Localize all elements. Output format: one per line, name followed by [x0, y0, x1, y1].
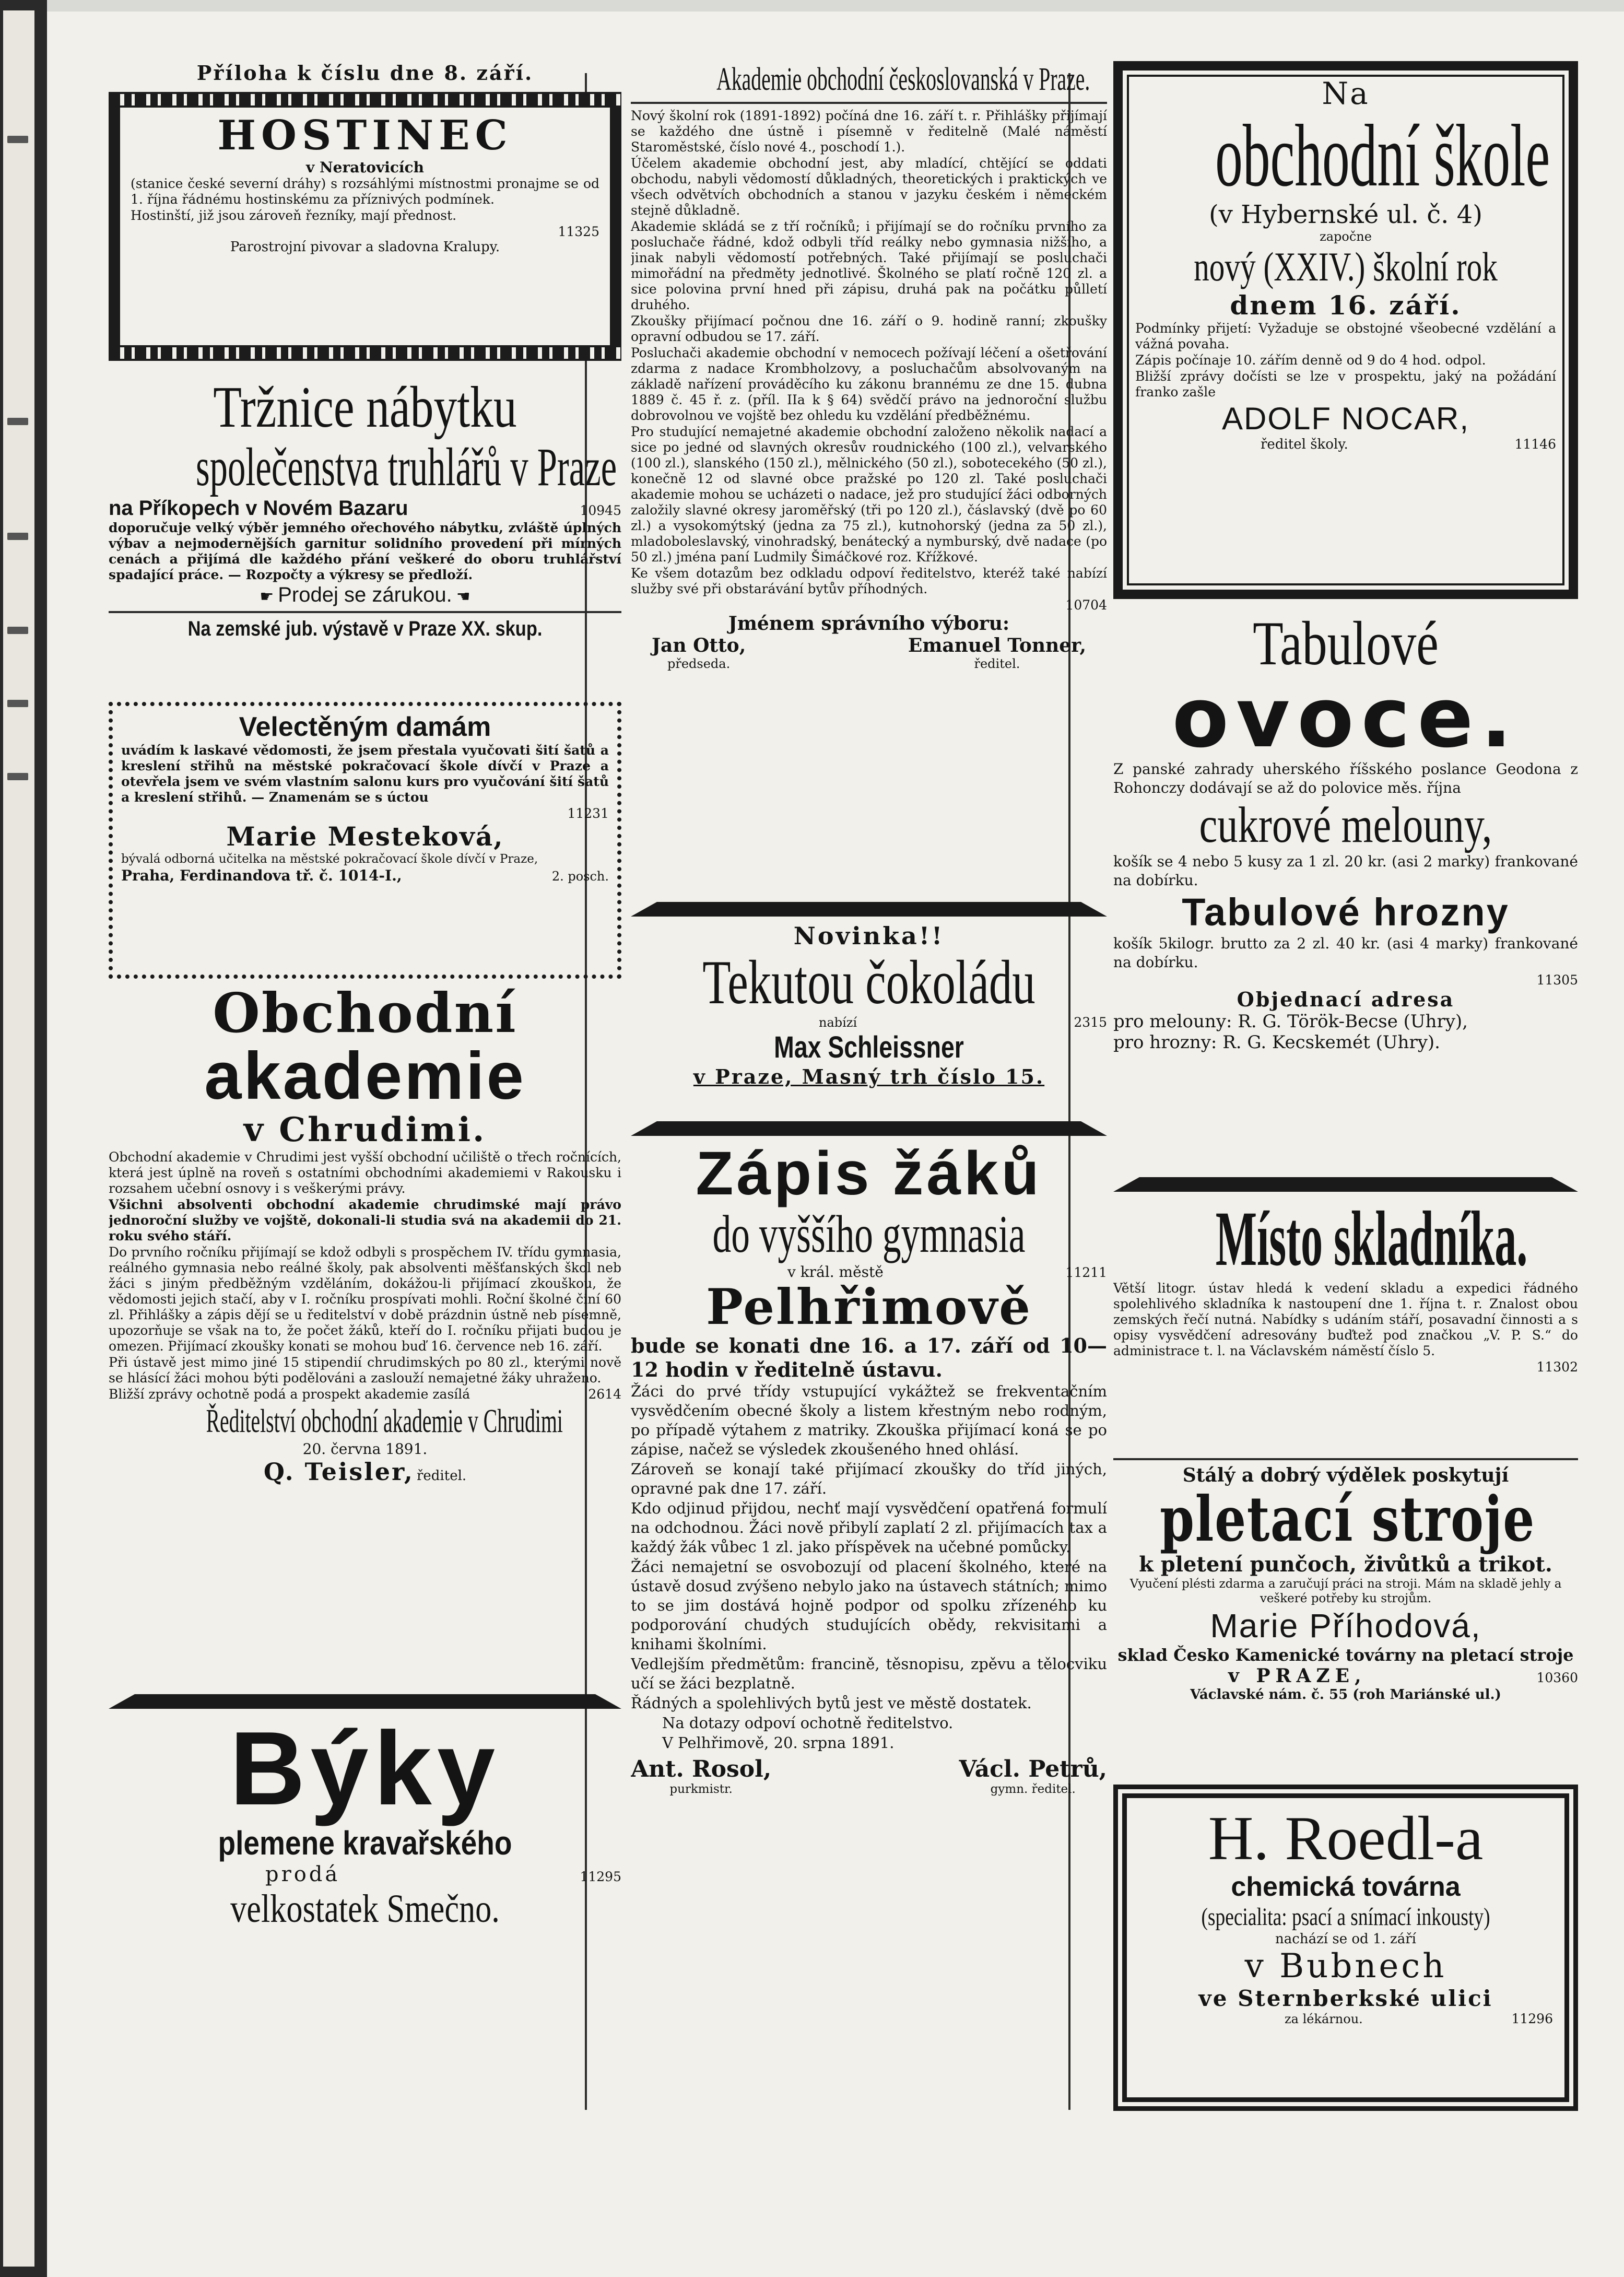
- zapis-subtitle: do vyššího gymnasia: [712, 1205, 1026, 1264]
- zapis-signer2: Václ. Petrů,: [959, 1756, 1107, 1782]
- stroje-number: 10360: [1536, 1670, 1578, 1685]
- akademie-signature: Ředitelství obchodní akademie v Chrudimi: [206, 1402, 563, 1439]
- divider-bar: [631, 902, 1107, 917]
- akad-cs-p6: Pro studující nemajetné akademie obchodní založeno několik nadací a sice po jedné od slavných okresův roudnického (100 zl.), velvarského (100 zl.), slanského (150 zl.), mělnického (50 zl.), sobotecekého (50 zl.), konečně 12 od slavné obce pražské po 120 zl. Také posluchači akademie mohou se ucházeti o nadace, jež pro studující žáci odborných založily slavné okresy jaroměřský (tři po 120 zl.), čáslavský (dvě po 60 zl.) a vysokomýtský (jedna za 75 zl.), kutnohorský (jedna za 50 zl.), mladoboleslavský, vinohradský, benátecký a nymburský, dvě nadace (po 50 zl.) jména paní Ludmily Šimáčkové roz. Křížkové.: [631, 424, 1107, 565]
- akademie-title-3: v Chrudimi.: [243, 1110, 487, 1149]
- misto-text: Větší litogr. ústav hledá k vedení skladu a expedici řádného spolehlivého skladníka k nastoupení dne 1. října t. r. Znalost obou zemských řečí nutná. Nabídky s udáním stáří, posavadní činnosti a s opisy vysvědčení adresovány buďtež pod značkou „V. P. S.“ do administrace t. l. na Václavském náměstí číslo 5.: [1113, 1281, 1578, 1358]
- damam-info: bývalá odborná učitelka na městské pokračovací škole dívčí v Praze,: [121, 852, 538, 866]
- akad-cs-p3: Akademie skládá se z tří ročníků; i přijímají se do ročníku prvního za posluchače řádné, kdož odbyli tříd reálky nebo gymnasia nižšího, a jinak nabyli vědomostí potřebných. Také přijímají se posluchači mimořádní na předměty jednotlivé. Školného se platí ročně 120 zl. a sice polovina první hned při zápisu, druhá pak na počátku půlletí druhého.: [631, 219, 1107, 312]
- zapis-city-prefix: v král. městě: [787, 1263, 884, 1281]
- cokolada-title: Tekutou čokoládu: [702, 947, 1035, 1017]
- ovoce-text: Z panské zahrady uherského říšského poslance Geodona z Rohonczy dodávají se až do polovice měs. října: [1113, 760, 1578, 796]
- stroje-note: Vyučení plésti zdarma a zaručují práci na stroji. Mám na skladě jehly a veškeré potřeby ku strojům.: [1129, 1577, 1562, 1605]
- stroje-praha: v PRAZE,: [1228, 1665, 1367, 1687]
- akad-cs-title: Akademie obchodní českoslovanská v Praze.: [716, 62, 1090, 97]
- akad-cs-p1: Nový školní rok (1891-1892) počíná dne 16. září t. r. Přihlášky přijímají se každého dne ústně i písemně v ředitelně (Malé náměstí Staroměstské, číslo nové 4., poschodí 1.).: [631, 108, 1107, 155]
- byky-number: 11295: [580, 1869, 621, 1884]
- stroje-address: Václavské nám. č. 55 (roh Mariánské ul.): [1190, 1687, 1501, 1703]
- trznice-location: na Příkopech v Novém Bazaru: [109, 497, 408, 520]
- akademie-p4: Při ústavě jest mimo jiné 15 stipendií chrudimských po 80 zl., kterými nově se hlásící žáci mohou býti podělováni a zaslouží nemajetné žáky uhraženo.: [109, 1355, 621, 1386]
- skola-p2: Zápis počínaje 10. zářím denně od 9 do 4 hod. odpol.: [1135, 353, 1486, 368]
- trznice-text: doporučuje velký výběr jemného ořechového nábytku, zvláště úplných výbav a nejmodernějších garnitur solidního provedení při mírných cenách a přijímá dle každého přání veškeré do oboru truhlářství spadající práce. — Rozpočty a výkresy se předloží.: [109, 520, 621, 582]
- roedl-street: ve Sternberkské ulici: [1198, 1986, 1493, 2011]
- damam-number: 11231: [567, 806, 609, 821]
- ovoce-melouny-text: košík se 4 nebo 5 kusy za 1 zl. 20 kr. (asi 2 marky) frankované na dobírku.: [1113, 853, 1578, 889]
- skola-address: (v Hybernské ul. č. 4): [1209, 200, 1482, 229]
- damam-text: uvádím k laskavé vědomosti, že jsem přestala vyučovati šití šatů a kreslení střihů na městské pokračovací škole dívčí v Praze a otevřela jsem ve svém vlastním salonu kurs pro vyučování šití šatů a kreslení střihů. — Znamenám se s úctou: [121, 743, 609, 805]
- cokolada-number: 2315: [1074, 1015, 1107, 1030]
- hostinec-footer: Parostrojní pivovar a sladovna Kralupy.: [230, 239, 500, 255]
- roedl-city: v Bubnech: [1244, 1947, 1447, 1986]
- skola-name: ADOLF NOCAR,: [1221, 401, 1470, 436]
- ovoce-melouny: cukrové melouny,: [1199, 797, 1492, 853]
- skola-p1: Podmínky přijetí: Vyžaduje se obstojné všeobecné vzdělání a vážná povaha.: [1135, 321, 1556, 351]
- damam-title: Velectěným damám: [239, 712, 491, 742]
- skola-role: ředitel školy.: [1261, 437, 1348, 452]
- trznice-number: 10945: [580, 503, 621, 518]
- ovoce-number: 11305: [1536, 972, 1578, 988]
- misto-title: Místo skladníka.: [1215, 1195, 1528, 1282]
- skola-number: 11146: [1514, 437, 1556, 452]
- left-column: [109, 61, 621, 2129]
- zapis-p6: Vedlejším předmětům: francině, těsnopisu, zpěvu a tělocviku učí se žáci bezplatně.: [631, 1655, 1107, 1692]
- stroje-name: Marie Příhodová,: [1210, 1607, 1481, 1645]
- ad-trznice: [109, 377, 621, 698]
- ovoce-address-2: pro hrozny: R. G. Kecskemét (Uhry).: [1113, 1032, 1440, 1053]
- roedl-nachazi: nachází se od 1. září: [1275, 1931, 1416, 1947]
- stroje-sklad: sklad Česko Kamenické továrny na pletací stroje: [1117, 1645, 1574, 1665]
- hostinec-text2: Hostinští, již jsou zároveň řezníky, mají přednost.: [131, 208, 457, 223]
- ad-akademie-praha: [631, 61, 1107, 897]
- akademie-date: 20. června 1891.: [302, 1440, 428, 1458]
- cokolada-address: v Praze, Masný trh číslo 15.: [693, 1065, 1045, 1088]
- page-edge: [0, 0, 47, 2277]
- zapis-signer2-role: gymn. ředitel.: [990, 1782, 1076, 1796]
- newspaper-page: [47, 11, 1624, 2277]
- zapis-p1: bude se konati dne 16. a 17. září od 10—12 hodin v ředitelně ústavu.: [631, 1334, 1107, 1381]
- skola-dnem: dnem 16. září.: [1230, 290, 1462, 321]
- zapis-number: 11211: [1065, 1265, 1107, 1280]
- hostinec-place: v Neratovicích: [306, 159, 424, 176]
- akad-cs-p7: Ke všem dotazům bez odkladu odpoví ředitelstvo, kteréž také nabízí služby své při obstarávání bytův příhodných.: [631, 566, 1107, 596]
- ovoce-hrozny: Tabulové hrozny: [1182, 890, 1510, 934]
- roedl-title: H. Roedl-a: [1208, 1803, 1484, 1873]
- ovoce-address-1: pro melouny: R. G. Török-Becse (Uhry),: [1113, 1011, 1468, 1032]
- akademie-title-1: Obchodní: [213, 981, 517, 1045]
- damam-name: Marie Mesteková,: [226, 821, 504, 852]
- ad-hostinec: [109, 92, 621, 377]
- akad-cs-role2: ředitel.: [974, 656, 1020, 671]
- akad-cs-committee: Jménem správního výboru:: [728, 613, 1010, 635]
- akademie-p2: Všichni absolventi obchodní akademie chrudimské mají právo jednoroční služby ve vojště, dokonali-li studia svá na akademii do 21. roku svého stáří.: [109, 1197, 621, 1243]
- damam-floor: 2. posch.: [551, 869, 609, 884]
- akad-cs-p5: Posluchači akademie obchodní v nemocech požívají léčení a ošetřování zdarma z nadace Krombholzovy, a posluchačům absolvovaným na základě nařízení prováděcího ku zákonu brannému ze dne 15. dubna 1889 č. 45 ř. z. (příl. IIa k § 64) svědčí právo na jednoroční službu dobrovolnou ve vojště bez ohledu ku vzdělání předběžnému.: [631, 345, 1107, 423]
- misto-number: 11302: [1536, 1359, 1578, 1375]
- stroje-subtitle: k pletení punčoch, živůtků a trikot.: [1139, 1552, 1552, 1577]
- cokolada-novinka: Novinka!!: [793, 922, 945, 950]
- ad-zapis: [631, 1121, 1107, 2114]
- zapis-p5: Žáci nemajetní se osvobozují od placení školného, které na ústavě dosud zvýšeno nebylo jako na ústavech státních; mimo to se jim dostává hojně podpor od spolku zřízeného ku podporování chudých studujících obědy, rekvisitami a knihami školními.: [631, 1558, 1107, 1653]
- ad-byky: [109, 1694, 621, 1987]
- roedl-lekarna: za lékárnou.: [1285, 2012, 1363, 2026]
- byky-subtitle: plemene kravařského: [218, 1824, 512, 1862]
- supplement-header: Příloha k číslu dne 8. září.: [196, 61, 534, 85]
- ad-cokolada: [631, 902, 1107, 1116]
- hostinec-title: HOSTINEC: [217, 112, 513, 159]
- akademie-director: Q. Teisler,: [263, 1458, 414, 1486]
- roedl-subtitle: chemická továrna: [1231, 1872, 1461, 1902]
- right-column: [1113, 61, 1578, 2129]
- akademie-p5: Bližší zprávy ochotně podá a prospekt akademie zasílá: [109, 1387, 470, 1402]
- akad-cs-p2: Účelem akademie obchodní jest, aby mladící, chtějící se oddati obchodu, nabyli vědomostí důkladných, theoretických i praktických ve všech odvětvích obchodních a stanou v jazyku českém i německém stejně důkladně.: [631, 156, 1107, 218]
- trznice-subtitle: společenstva truhlářů v Praze: [195, 437, 617, 497]
- cokolada-nabizi: nabízí: [819, 1015, 857, 1030]
- trznice-exhibition: Na zemské jub. výstavě v Praze XX. skup.: [187, 617, 543, 640]
- ad-roedl: [1113, 1785, 1578, 2111]
- divider-bar: [109, 1694, 621, 1709]
- skola-rok: nový (XXIV.) školní rok: [1194, 244, 1498, 289]
- adjacent-page-strip: [3, 10, 34, 2267]
- skola-na: Na: [1322, 76, 1370, 111]
- divider-bar: [1113, 1177, 1578, 1192]
- skola-zapocne: započne: [1320, 229, 1372, 244]
- byky-title: Býky: [229, 1710, 501, 1827]
- ad-tabulove-ovoce: [1113, 608, 1578, 1172]
- ad-akademie-chrudim: [109, 981, 621, 1689]
- akademie-p1: Obchodní akademie v Chrudimi jest vyšší obchodní učiliště o třech ročnících, která jest úplně na roveň s ostatními obchodními akademiemi v Rakousku i rozsahem učební osnovy i s veškerými právy.: [109, 1149, 621, 1196]
- skola-p3: Bližší zprávy dočísti se lze v prospektu, jaký na požádání franko zašle: [1135, 369, 1556, 400]
- pointing-hand-icon: ☛: [260, 588, 274, 605]
- divider-bar: [631, 1121, 1107, 1136]
- ad-misto-skladnika: [1113, 1177, 1578, 1454]
- skola-title: obchodní škole: [1215, 107, 1550, 205]
- ad-damam: [109, 702, 621, 979]
- zapis-signer1: Ant. Rosol,: [631, 1756, 772, 1782]
- zapis-p4: Kdo odjinud přijdou, nechť mají vysvědčení opatřená formulí na odchodnou. Žáci nově přibylí zaplatí 2 zl. přijímacích tax a každý žák vůbec 1 zl. jako příspěvek na učebné pomůcky.: [631, 1499, 1107, 1556]
- damam-address: Praha, Ferdinandova tř. č. 1014-I.,: [121, 867, 402, 884]
- akad-cs-p4: Zkoušky přijímací počnou dne 16. září o 9. hodině ranní; zkoušky opravní odbudou se 17. září.: [631, 313, 1107, 344]
- byky-proda: prodá: [265, 1862, 340, 1886]
- ovoce-adresa: Objednací adresa: [1237, 988, 1455, 1011]
- akad-cs-name1: Jan Otto,: [652, 635, 746, 656]
- cokolada-name: Max Schleissner: [774, 1030, 964, 1064]
- akad-cs-role1: předseda.: [667, 656, 731, 671]
- zapis-p8: Na dotazy odpoví ochotně ředitelstvo.: [662, 1714, 954, 1732]
- roedl-specialty: (specialita: psací a snímací inkousty): [1201, 1903, 1490, 1931]
- ad-pletaci-stroje: [1113, 1458, 1578, 1785]
- zapis-signer1-role: purkmistr.: [669, 1782, 733, 1796]
- middle-column: [631, 61, 1107, 2150]
- zapis-date: V Pelhřimově, 20. srpna 1891.: [662, 1734, 895, 1752]
- zapis-p3: Zároveň se konají také přijímací zkoušky do tříd jiných, opravné pak dne 17. září.: [631, 1460, 1107, 1497]
- zapis-p7: Řádných a spolehlivých bytů jest ve městě dostatek.: [631, 1694, 1032, 1712]
- akademie-number: 2614: [588, 1387, 621, 1402]
- hostinec-text: (stanice české severní dráhy) s rozsáhlými místnostmi pronajme se od 1. října řádnému hostinskému za příznivých podmínek.: [131, 176, 599, 207]
- akademie-director-title: ředitel.: [416, 1468, 467, 1484]
- trznice-title: Tržnice nábytku: [213, 375, 517, 440]
- trznice-sale: Prodej se zárukou.: [278, 583, 452, 606]
- pointing-hand-left-icon: ☚: [456, 588, 470, 605]
- byky-seller: velkostatek Smečno.: [230, 1887, 500, 1931]
- ovoce-hrozny-text: košík 5kilogr. brutto za 2 zl. 40 kr. (asi 4 marky) frankované na dobírku.: [1113, 935, 1578, 971]
- ad-obchodni-skola: [1113, 61, 1578, 599]
- akad-cs-name2: Emanuel Tonner,: [908, 635, 1086, 656]
- zapis-title: Zápis žáků: [696, 1139, 1042, 1208]
- stroje-top: Stálý a dobrý výdělek poskytují: [1182, 1464, 1509, 1486]
- roedl-number: 11296: [1511, 2011, 1553, 2026]
- akad-cs-number: 10704: [1065, 597, 1107, 613]
- hostinec-number: 11325: [558, 224, 599, 239]
- stroje-title: pletací stroje: [1160, 1483, 1535, 1555]
- ovoce-title-2: ovoce.: [1172, 670, 1520, 766]
- ovoce-title-1: Tabulové: [1253, 608, 1439, 678]
- zapis-city: Pelhřimově: [706, 1278, 1032, 1336]
- zapis-p2: Žáci do prvé třídy vstupující vykážtež se frekventačním vysvědčením obecné školy a listem křestným nebo rodným, po případě výtahem z matriky. Zkouška přijímací koná se po zápise, načež se výsledek zkoušeného hned ohlásí.: [631, 1382, 1107, 1458]
- akademie-p3: Do prvního ročníku přijímají se kdož odbyli s prospěchem IV. třídu gymnasia, reálného gymnasia nebo reálné školy, pak absolventi měšťanských škol neb žáci s jiným předběžným vzděláním, dokážou-li přijímací zkouškou, že vědomosti jejich stačí, aby v I. ročníku prospívati mohli. Roční školné činí 60 zl. Přihlášky a zápis dějí se u ředitelství v době prázdnin ústně neb písemně, upozorňuje se však na to, že počet žáků, kteří do I. ročníku přijati budou je omezen. Přijímací zkoušky konati se mohou buď 16. července neb 16. září.: [109, 1245, 621, 1354]
- akademie-title-2: akademie: [204, 1039, 526, 1113]
